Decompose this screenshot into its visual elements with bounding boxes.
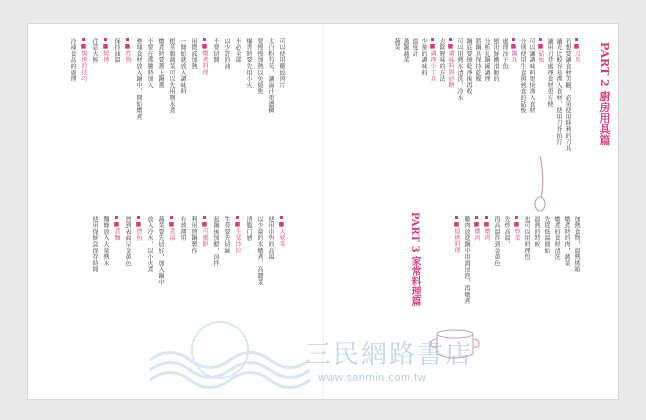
part2-entry: 讓光比較容易滲入食材，使用刀背拍打 bbox=[555, 38, 562, 146]
part3-entry: 溫熱的時候 bbox=[533, 216, 540, 248]
left-entry: 清脆口感 bbox=[245, 216, 252, 242]
left-entry: 起鍋後加醋，涼拌 bbox=[212, 216, 219, 267]
part3-entry: ■炒菜 bbox=[513, 216, 519, 241]
part3-entry: 雞肉放進鍋中用酒浸泡，再燉煮 bbox=[463, 216, 470, 305]
left-entry: ■煎魚 bbox=[135, 216, 141, 241]
part2-entry: ■鍋具 bbox=[510, 38, 516, 63]
part2-entry: 若想要讓食材美觀，必須使用鋒利的刀具 bbox=[564, 38, 571, 152]
part2-entry: ■砧板 bbox=[537, 38, 543, 63]
left-entry: 不必全部 bbox=[234, 38, 241, 64]
left-entry: 要慢慢加熱以免燒焦 bbox=[256, 38, 263, 95]
watermark-url: www.sanmin.com.tw bbox=[318, 372, 427, 384]
left-entry: 一開始就放入調味料 bbox=[179, 38, 186, 95]
left-entry: 整塊食材放入鍋中，開始燉煮 bbox=[135, 38, 142, 120]
left-entry: ■煮麵 bbox=[113, 216, 119, 241]
left-entry: ■焗烤的技巧 bbox=[80, 38, 86, 82]
part2-entry: 蒸籠蔬菜 bbox=[402, 38, 409, 64]
left-entry: 保持油溫 bbox=[113, 38, 120, 64]
left-entry: ■煮湯 bbox=[168, 216, 174, 241]
left-entry: 注意火候 bbox=[91, 38, 98, 64]
part2-entry: ■調理小工具 bbox=[429, 38, 435, 82]
left-entry: 使用保鮮盒保存時間 bbox=[91, 216, 98, 273]
left-entry: 不要切開 bbox=[212, 38, 219, 64]
part3-entry: 先從低溫開始 bbox=[543, 216, 550, 254]
left-entry: 利用煎鍋製作 bbox=[190, 216, 197, 254]
left-entry: 煎到表面呈金黃色 bbox=[124, 216, 131, 267]
left-entry: 爆香時要先用小火 bbox=[245, 38, 252, 89]
left-entry: 可以使用雞絞肉片 bbox=[278, 38, 285, 89]
left-entry: ■炸物 bbox=[124, 38, 130, 63]
part3-entry: 加熱食物，溫熱烤箱 bbox=[573, 216, 580, 273]
part3-entry: 再高溫炸到金黃色 bbox=[493, 216, 500, 267]
part3-entry: ■燉肉 bbox=[483, 216, 489, 241]
left-entry: 以少量的水燉煮，高麗菜 bbox=[256, 216, 263, 286]
left-entry: 不要在沸騰時加入 bbox=[146, 38, 153, 89]
part3-entry: ■燒烤料理 bbox=[453, 216, 459, 254]
left-entry: 冷凍食品的處理 bbox=[69, 38, 76, 83]
part2-entry: 可以用熱水清洗，冷水 bbox=[456, 38, 463, 101]
part2-entry: 讓用刀背處理食材更方便 bbox=[546, 38, 553, 108]
left-entry: 用微波加熱 bbox=[190, 38, 197, 70]
part2-entry: 刨出鮮嫩滑順的 bbox=[492, 38, 499, 83]
part2-entry: 分別使用生食與熟食的砧板 bbox=[519, 38, 526, 114]
part3-entry: ■燉肉 bbox=[473, 216, 479, 241]
part2-entry: 鍋底要擦乾淨後再收 bbox=[465, 38, 472, 95]
left-entry: 麵條放入大量熱水 bbox=[102, 216, 109, 267]
left-entry: 太白粉勾芡，讓湯汁更濃稠 bbox=[267, 38, 274, 114]
part3-entry: 燉煮的食材清洗 bbox=[553, 216, 560, 261]
part2-entry: ■刀具 bbox=[573, 38, 579, 63]
left-entry: 有效運用 bbox=[179, 216, 186, 242]
part2-entry: 溫度計 bbox=[411, 38, 418, 57]
part2-title: PART 2 廚房用具篇 bbox=[598, 42, 611, 146]
part2-entry: 處理沙子魚 bbox=[501, 38, 508, 70]
part3-entry: 也可以用料理包 bbox=[523, 216, 530, 261]
left-entry: ■燉煮料理 bbox=[201, 38, 207, 76]
left-entry: ■生菜沙拉 bbox=[234, 216, 240, 254]
left-entry: 蔬菜要先切好，加入鍋中 bbox=[157, 216, 164, 286]
part2-entry: 去除腥味的方法 bbox=[438, 38, 445, 83]
ladle-illustration bbox=[529, 154, 551, 214]
left-entry: 以少許的油 bbox=[223, 38, 230, 70]
part2-entry: 少量的調味料 bbox=[420, 38, 427, 76]
part3-entry: 先炒高溫， bbox=[503, 216, 510, 248]
part2-entry: 蔬菜 bbox=[393, 38, 400, 51]
part2-entry: ■調味料與砂糖 bbox=[447, 38, 453, 88]
left-entry: ■大眾菜 bbox=[278, 216, 284, 247]
watermark-title: 三民網路書店 bbox=[305, 340, 474, 370]
left-entry: 牛蒡要先切絲 bbox=[223, 216, 230, 254]
left-entry: ■燒烤 bbox=[102, 38, 108, 63]
part2-entry: 分析孔鍋鏟調理 bbox=[483, 38, 490, 83]
left-entry: 燉煮時要蓋上鍋蓋 bbox=[157, 38, 164, 89]
part2-entry: 可以讓調味料更快滲入食材 bbox=[528, 38, 535, 114]
part3-entry: 燉煮時的肉，蔬菜 bbox=[563, 216, 570, 267]
left-entry: 使用市售的高湯 bbox=[267, 216, 274, 261]
part3-title: PART 3 家常料理篇 bbox=[409, 212, 420, 307]
part2-entry: 將鍋具保持乾燥 bbox=[474, 38, 481, 83]
left-entry: ■可樂餅 bbox=[201, 216, 207, 247]
left-entry: 根莖類蔬菜可以先用鹽水煮 bbox=[168, 38, 175, 114]
left-entry: 放入冷水，以小火煮 bbox=[146, 216, 153, 273]
